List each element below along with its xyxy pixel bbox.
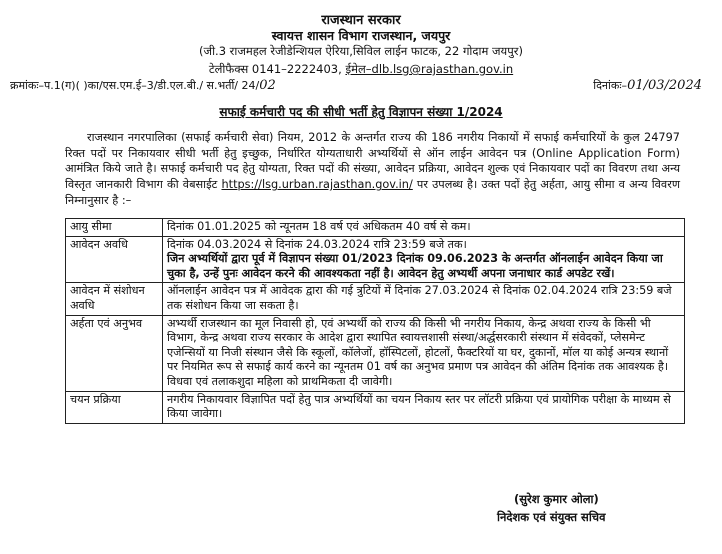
department-heading: स्वायत्त शासन विभाग राजस्थान, जयपुर — [271, 28, 451, 43]
row-value-application-period — [163, 236, 685, 283]
intro-outro-text: पर उपलब्ध है। उक्त पदों हेतु अर्हता, आयु सीमा व अन्य विवरण निम्नानुसार है :– — [65, 178, 680, 207]
contact-line — [0, 62, 722, 77]
subject-line — [0, 103, 722, 120]
table-row — [66, 283, 685, 315]
table-row — [66, 391, 685, 423]
handwritten-date: 01/03/2024 — [627, 78, 702, 93]
reference-date — [593, 78, 702, 93]
row-label-eligibility: अर्हता एवं अनुभव — [66, 315, 163, 391]
application-period-note: जिन अभ्यर्थियों द्वारा पूर्व में विज्ञापन संख्या 01/2023 दिनांक 09.06.2023 के अन्तर्गत ऑनलाईन आवेदन किया जा चुका है, उन्हें पुनः आवेदन करने की आवश्यकता नहीं है। आवेदन हेतु अभ्यर्थी अपना जनाधार कार्ड अपडेट रखें। — [167, 252, 663, 280]
row-label-application-period: आवेदन अवधि — [66, 236, 163, 283]
details-table — [65, 218, 685, 424]
subject-text: सफाई कर्मचारी पद की सीधी भर्ती हेतु विज्ञापन संख्या 1/2024 — [219, 105, 503, 119]
intro-text: राजस्थान नगरपालिका (सफाई कर्मचारी सेवा) नियम, 2012 के अन्तर्गत राज्य की 186 नगरीय निकायों में सफाई कर्मचारियों के कुल 24797 रिक्त पदों पर निकायवार सीधी भर्ती हेतु इच्छुक, निर्धारित योग्यताधारी अभ्यर्थियों से ऑन लाईन आवेदन पत्र (Online Application Form) आमंत्रित किये जाते है। सफाई कर्मचारी पद हेतु योग्यता, रिक्त पदों की संख्या, आवेदन प्रक्रिया, आवेदन शुल्क एवं निकायवार पदों का विवरण तथा अन्य विस्तृत जानकारी विभाग की वेबसाईट — [65, 131, 680, 192]
reference-handwritten-number: 02 — [259, 78, 276, 93]
row-value-eligibility: अभ्यर्थी राजस्थान का मूल निवासी हो, एवं अभ्यर्थी को राज्य की किसी भी नगरीय निकाय, केन्द्र अथवा राज्य के किसी भी विभाग, केन्द्र अथवा राज्य सरकार के आदेश द्वारा स्थापित स्वायत्तशासी संस्था/अर्द्धसरकारी संस्थान में संवेदकों, प्लेसमेन्ट एजेन्सियों या निजी संस्थान जैसे कि स्कूलों, कॉलेजों, हॉस्पिटलों, होटलों, फैक्टरियों या घर, दुकानों, मॉल या कोई अन्यत्र स्थानों पर नियमित रूप से सफाई कार्य करने का न्यूनतम 01 वर्ष का अनुभव प्रमाण पत्र आवेदन की अंतिम दिनांक तक आवश्यक है। विधवा एवं तलाकशुदा महिला को प्राथमिकता दी जावेगी। — [163, 315, 685, 391]
row-value-selection: नगरीय निकायवार विज्ञापित पदों हेतु पात्र अभ्यर्थियों का चयन निकाय स्तर पर लॉटरी प्रक्रिया एवं प्रायोगिक परीक्षा के माध्यम से किया जावेगा। — [163, 391, 685, 423]
row-label-age: आयु सीमा — [66, 219, 163, 237]
table-row — [66, 315, 685, 391]
row-label-selection: चयन प्रक्रिया — [66, 391, 163, 423]
reference-number-text: क्रमांकः–प.1(ग)( )का/एस.एम.ई–3/डी.एल.बी./ स.भर्ती/ 24/ — [10, 79, 260, 92]
row-value-correction-period: ऑनलाईन आवेदन पत्र में आवेदक द्वारा की गई त्रुटियों में दिनांक 27.03.2024 से दिनांक 02.04.2024 रात्रि 23:59 बजे तक संशोधन किया जा सकता है। — [163, 283, 685, 315]
application-period-text: दिनांक 04.03.2024 से दिनांक 24.03.2024 रात्रि 23:59 बजे तक। — [167, 237, 467, 251]
telefax: टेलीफैक्स 0141–2222403, — [208, 62, 342, 76]
reference-number — [10, 78, 276, 93]
website-link[interactable]: https://lsg.urban.rajasthan.gov.in/ — [221, 178, 413, 192]
row-label-correction-period: आवेदन में संशोधन अवधि — [66, 283, 163, 315]
row-value-age: दिनांक 01.01.2025 को न्यूनतम 18 वर्ष एवं अधिकतम 40 वर्ष से कम। — [163, 219, 685, 237]
signatory-designation: निदेशक एवं संयुक्त सचिव — [497, 510, 606, 524]
government-heading: राजस्थान सरकार — [321, 13, 401, 28]
department-address: (जी.3 राजमहल रेजीडेन्शियल ऐरिया,सिविल लाईन फाटक, 22 गोदाम जयपुर) — [199, 44, 523, 58]
date-label: दिनांकः– — [593, 79, 628, 92]
signatory-name: (सुरेश कुमार ओला) — [514, 492, 599, 506]
table-row — [66, 219, 685, 237]
table-row — [66, 236, 685, 283]
email-link[interactable]: ईमेल–dlb.lsg@rajasthan.gov.in — [345, 62, 514, 76]
intro-paragraph — [65, 130, 680, 209]
